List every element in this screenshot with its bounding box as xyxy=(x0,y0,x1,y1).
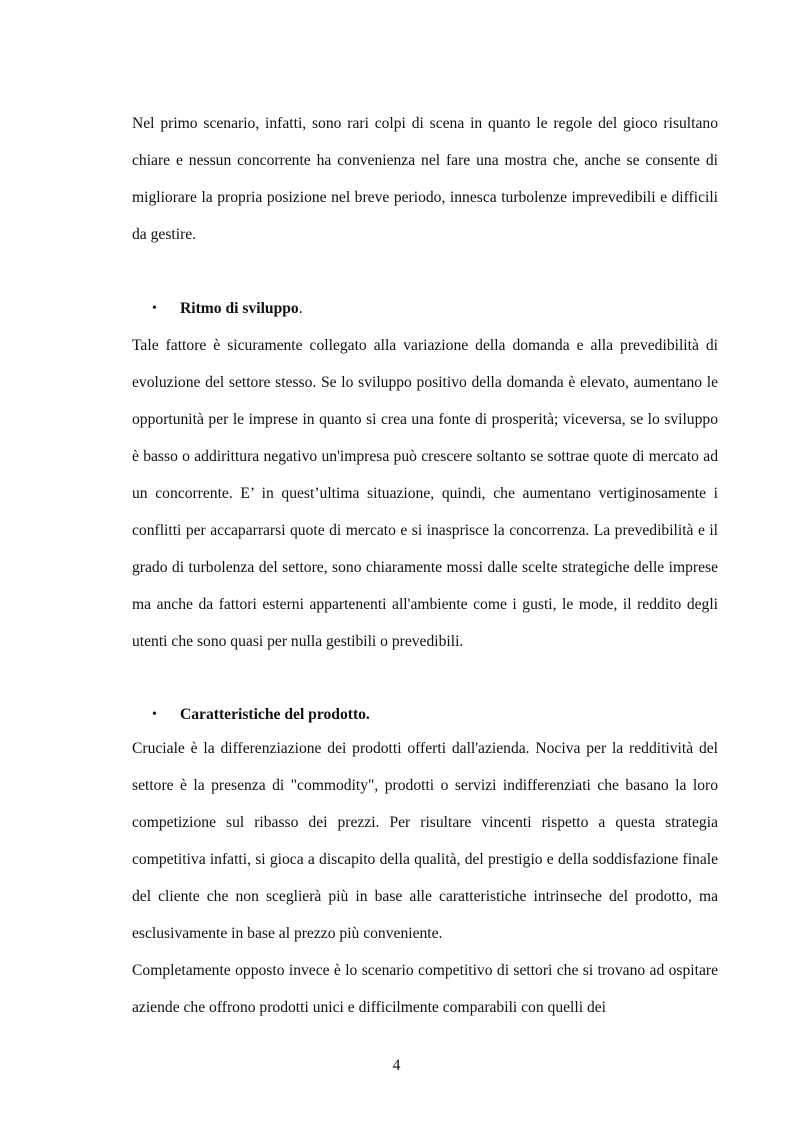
bullet-item-caratteristiche xyxy=(132,696,718,733)
paragraph-ritmo: Tale fattore è sicuramente collegato alla variazione della domanda e alla prevedibilità di evoluzione del settore stesso. Se lo sviluppo positivo della domanda è elevato, aumentano le opportunità per le imprese in quanto si crea una fonte di prosperità; viceversa, se lo sviluppo è basso o addirittura negativo un'impresa può crescere soltanto se sottrae quote di mercato ad un concorrente. E’ in quest’ultima situazione, quindi, che aumentano vertiginosamente i conflitti per accaparrarsi quote di mercato e si inasprisce la concorrenza. La prevedibilità e il grado di turbolenza del settore, sono chiaramente mossi dalle scelte strategiche delle imprese ma anche da fattori esterni appartenenti all'ambiente come i gusti, le mode, il reddito degli utenti che sono quasi per nulla gestibili o prevedibili. xyxy=(132,337,718,650)
paragraph-completamente: Completamente opposto invece è lo scenario competitivo di settori che si trovano ad ospitare aziende che offrono prodotti unici e difficilmente comparabili con quelli dei xyxy=(132,962,718,1016)
caratteristiche-heading-bold: Caratteristiche del prodotto. xyxy=(180,706,370,723)
bullet-heading-caratteristiche xyxy=(180,696,370,733)
page-number: 4 xyxy=(392,1057,401,1074)
bullet-item-ritmo xyxy=(132,290,718,327)
paragraph-caratteristiche: Cruciale è la differenziazione dei prodotti offerti dall'azienda. Nociva per la redditività del settore è la presenza di "commodity", prodotti o servizi indifferenziati che basano la loro competizione sul ribasso dei prezzi. Per risultare vincenti rispetto a questa strategia competitiva infatti, si gioca a discapito della qualità, del prestigio e della soddisfazione finale del cliente che non sceglierà più in base alle caratteristiche intrinseche del prodotto, ma esclusivamente in base al prezzo più conveniente. xyxy=(132,740,718,942)
paragraph-intro: Nel primo scenario, infatti, sono rari colpi di scena in quanto le regole del gioco risultano chiare e nessun concorrente ha convenienza nel fare una mostra che, anche se consente di migliorare la propria posizione nel breve periodo, innesca turbolenze imprevedibili e difficili da gestire. xyxy=(132,115,718,243)
ritmo-heading-suffix: . xyxy=(298,300,303,317)
bullet-heading-ritmo xyxy=(180,290,303,327)
bullet-icon: • xyxy=(152,301,157,316)
bullet-icon: • xyxy=(152,707,157,722)
ritmo-heading-bold: Ritmo di sviluppo xyxy=(180,300,299,317)
